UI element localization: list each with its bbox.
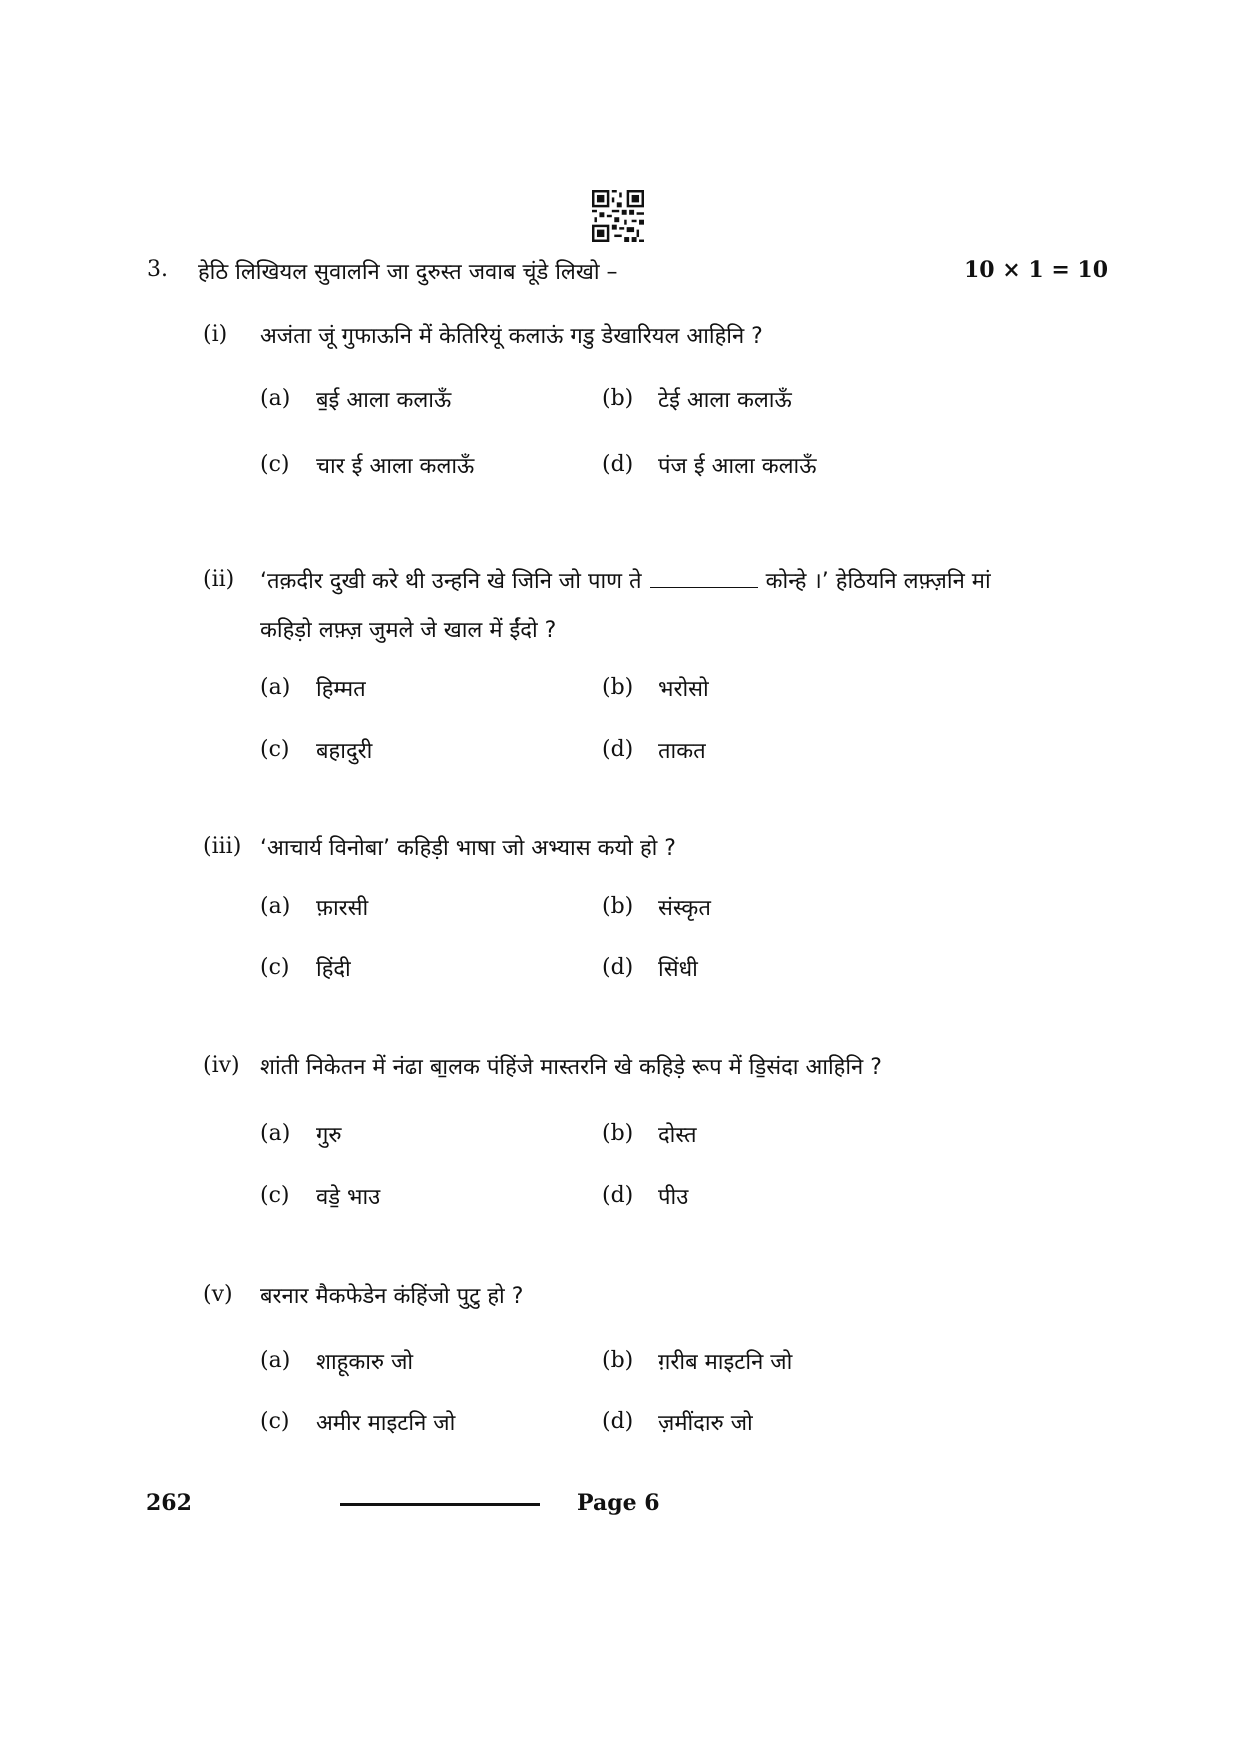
- item-text-line1: [260, 565, 991, 595]
- option-text: दोस्त: [658, 1123, 697, 1148]
- answer-blank: [650, 567, 758, 588]
- option-text: सिंधी: [658, 957, 698, 982]
- item-number: (iv): [203, 1053, 240, 1078]
- paper-code: 262: [146, 1490, 192, 1516]
- option-text: बहादुरी: [316, 739, 373, 764]
- option-label: (a): [260, 1348, 291, 1373]
- item-text-before: ‘तक़दीर दुखी करे थी उन्हनि खे जिनि जो पाण ते: [260, 569, 642, 594]
- option-text: संस्कृत: [658, 896, 711, 921]
- item-number: (ii): [203, 567, 235, 592]
- option-text: ग़रीब माइटनि जो: [658, 1350, 793, 1375]
- item-text: बरनार मैकफेडेन कंहिंजो पुटु हो ?: [260, 1284, 524, 1309]
- footer-divider: [340, 1503, 540, 1506]
- item-text-line2: कहिड़ो लफ़्ज़ जुमले जे खाल में ईंदो ?: [260, 618, 557, 643]
- option-label: (b): [602, 386, 634, 411]
- option-text: ज़मींदारु जो: [658, 1411, 753, 1436]
- item-number: (i): [203, 322, 228, 347]
- option-label: (c): [260, 955, 290, 980]
- option-text: अमीर माइटनि जो: [316, 1411, 456, 1436]
- option-text: वडे॒ भाउ: [316, 1185, 381, 1210]
- question-marks: 10 × 1 = 10: [964, 257, 1109, 283]
- option-label: (d): [602, 737, 634, 762]
- option-text: शाहूकारु जो: [316, 1350, 414, 1375]
- option-text: भरोसो: [658, 677, 709, 702]
- option-label: (c): [260, 737, 290, 762]
- option-label: (b): [602, 675, 634, 700]
- option-text: गुरु: [316, 1123, 342, 1148]
- option-label: (d): [602, 1409, 634, 1434]
- option-label: (d): [602, 955, 634, 980]
- option-label: (b): [602, 1121, 634, 1146]
- item-text: ‘आचार्य विनोबा’ कहिड़ी भाषा जो अभ्यास कयो हो ?: [260, 836, 676, 861]
- option-text: पंज ई आला कलाऊँ: [658, 454, 817, 479]
- option-label: (a): [260, 675, 291, 700]
- option-label: (c): [260, 452, 290, 477]
- option-label: (d): [602, 1183, 634, 1208]
- item-text: अजंता जूं गुफाऊनि में केतिरियूं कलाऊं गडु डेखारियल आहिनि ?: [260, 324, 763, 349]
- option-label: (c): [260, 1183, 290, 1208]
- option-text: हिम्मत: [316, 677, 366, 702]
- qr-code-icon: [592, 190, 644, 242]
- page-number: Page 6: [577, 1490, 660, 1516]
- item-text: शांती निकेतन में नंढा बा॒लक पंहिंजे मास्तरनि खे कहिड़े रूप में डि॒संदा आहिनि ?: [260, 1055, 882, 1080]
- option-text: टेई आला कलाऊँ: [658, 388, 792, 413]
- option-text: फ़ारसी: [316, 896, 369, 921]
- option-label: (a): [260, 386, 291, 411]
- option-label: (b): [602, 1348, 634, 1373]
- option-text: ब॒ई आला कलाऊँ: [316, 388, 452, 413]
- option-text: हिंदी: [316, 957, 351, 982]
- item-number: (iii): [203, 834, 242, 859]
- question-instruction: हेठि लिखियल सुवालनि जा दुरुस्त जवाब चूंडे लिखो –: [198, 260, 618, 285]
- option-label: (b): [602, 894, 634, 919]
- option-text: पीउ: [658, 1185, 689, 1210]
- item-number: (v): [203, 1282, 233, 1307]
- option-label: (c): [260, 1409, 290, 1434]
- option-label: (a): [260, 894, 291, 919]
- question-number: 3.: [147, 257, 168, 282]
- option-text: चार ई आला कलाऊँ: [316, 454, 475, 479]
- option-text: ताकत: [658, 739, 706, 764]
- item-text-after: कोन्हे ।’ हेठियनि लफ़्ज़नि मां: [765, 569, 991, 594]
- option-label: (a): [260, 1121, 291, 1146]
- option-label: (d): [602, 452, 634, 477]
